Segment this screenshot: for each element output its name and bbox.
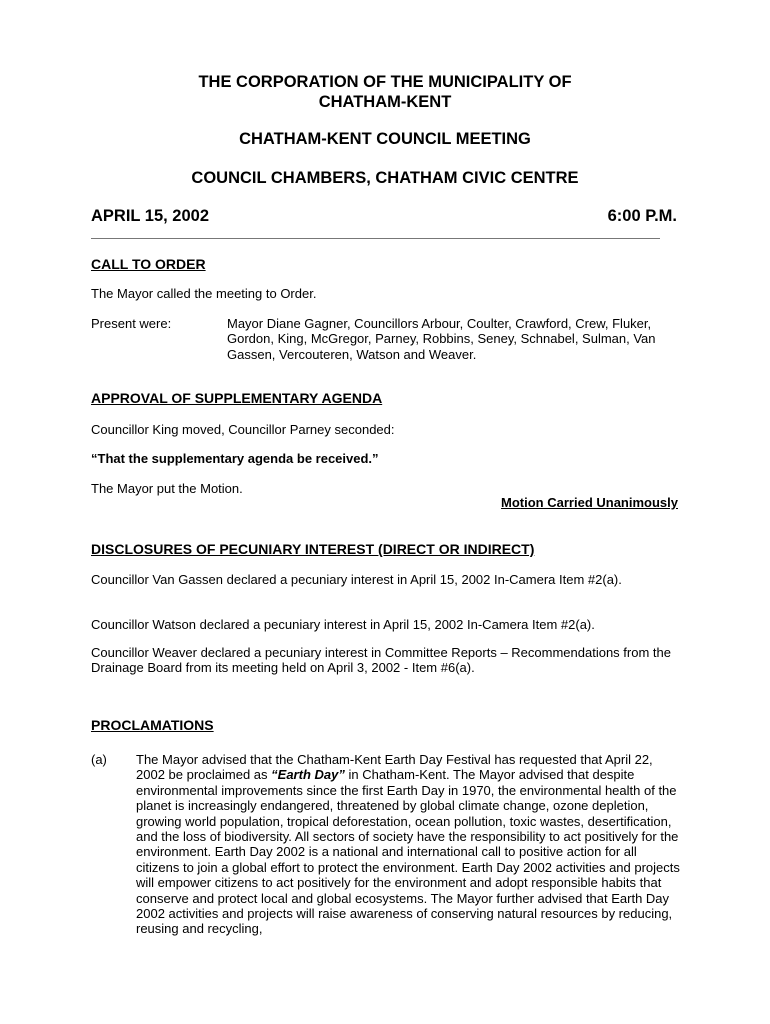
supplementary-agenda-motion: “That the supplementary agenda be received.” [91, 451, 379, 466]
proclamation-text-before: The Mayor advised that the Chatham-Kent Earth Day Festival has requested that April 22, 2002 be proclaimed as [136, 752, 653, 783]
disclosures-heading: DISCLOSURES OF PECUNIARY INTEREST (DIRECT OR INDIRECT) [91, 541, 535, 557]
supplementary-agenda-heading: APPROVAL OF SUPPLEMENTARY AGENDA [91, 390, 383, 406]
earth-day-emphasis: “Earth Day” [271, 767, 345, 783]
meeting-title: CHATHAM-KENT COUNCIL MEETING [239, 130, 531, 148]
call-to-order-heading: CALL TO ORDER [91, 256, 206, 272]
proclamations-heading: PROCLAMATIONS [91, 717, 214, 733]
disclosure-item: Councillor Watson declared a pecuniary interest in April 15, 2002 In-Camera Item #2(a). [91, 617, 595, 632]
supplementary-agenda-put: The Mayor put the Motion. [91, 481, 243, 496]
proclamation-item-text [136, 752, 682, 937]
title-line-1: THE CORPORATION OF THE MUNICIPALITY OF [198, 73, 572, 91]
supplementary-agenda-moved: Councillor King moved, Councillor Parney seconded: [91, 422, 395, 437]
call-to-order-text: The Mayor called the meeting to Order. [91, 286, 317, 301]
proclamation-item-label: (a) [91, 752, 107, 767]
disclosure-item: Councillor Weaver declared a pecuniary interest in Committee Reports – Recommendations from the Drainage Board from its meeting held on April 3, 2002 - Item #6(a). [91, 645, 671, 676]
meeting-location: COUNCIL CHAMBERS, CHATHAM CIVIC CENTRE [191, 169, 579, 187]
motion-result: Motion Carried Unanimously [501, 495, 678, 510]
header-divider [91, 238, 660, 239]
proclamation-text-after: in Chatham-Kent. The Mayor advised that despite environmental improvements since the first Earth Day in 1970, the environmental health of the planet is increasingly endangered, threatened by global climate change, ozone depletion, growing world population, tropical deforestation, ocean pollution, toxic wastes, desertification, and the loss of biodiversity. All sectors of society have the responsibility to act positively for the environment. Earth Day 2002 is a national and international call to positive action for all citizens to join a global effort to protect the environment. Earth Day 2002 activities and projects will empower citizens to act positively for the environment and adopt responsible habits that conserve and protect local and global ecosystems. The Mayor further advised that Earth Day 2002 activities and projects will raise awareness of conserving natural resources by reducing, reusing and recycling, [136, 767, 680, 937]
meeting-time: 6:00 P.M. [607, 207, 677, 225]
meeting-date: APRIL 15, 2002 [91, 207, 210, 225]
present-label: Present were: [91, 316, 172, 331]
present-members: Mayor Diane Gagner, Councillors Arbour, Coulter, Crawford, Crew, Fluker, Gordon, King, McGregor, Parney, Robbins, Seney, Schnabel, Sulman, Van Gassen, Vercouteren, Watson and Weaver. [227, 316, 656, 362]
disclosure-item: Councillor Van Gassen declared a pecuniary interest in April 15, 2002 In-Camera Item #2(a). [91, 572, 622, 587]
title-line-2: CHATHAM-KENT [318, 93, 452, 111]
